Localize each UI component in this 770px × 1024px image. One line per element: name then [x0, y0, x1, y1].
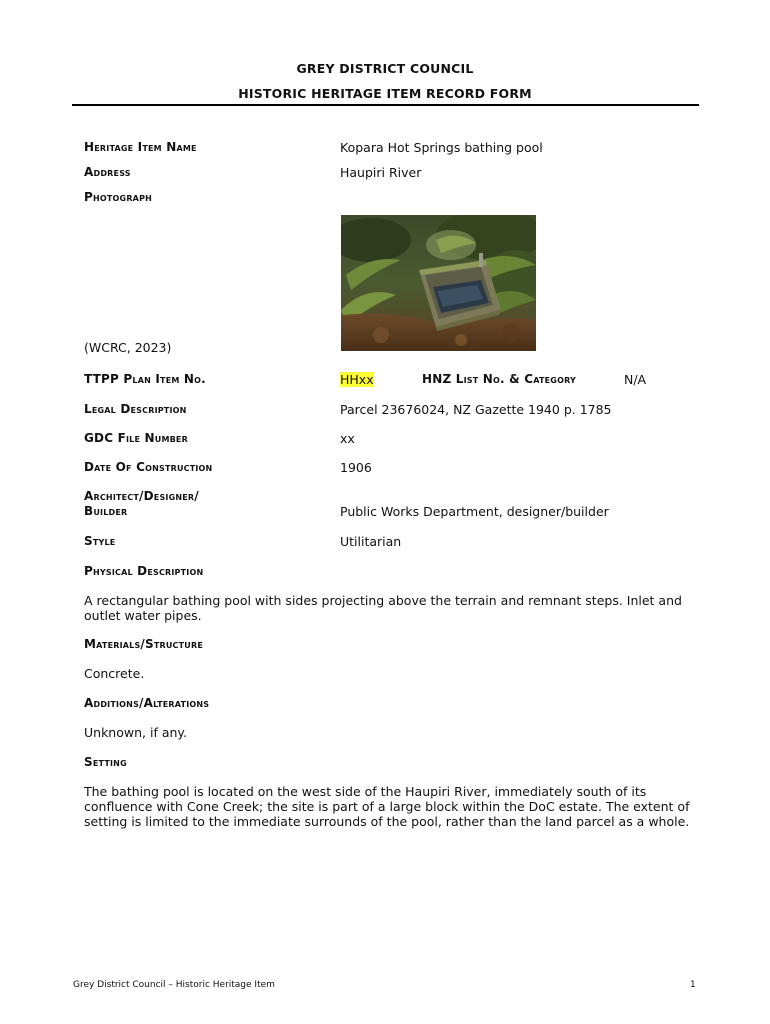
page-number: 1 [690, 980, 696, 990]
hnz-list-label: HNZ List No. & Category [422, 372, 576, 386]
date-construction-value: 1906 [340, 460, 372, 475]
style-label: Style [84, 534, 116, 548]
ttpp-plan-item-label: TTPP Plan Item No. [84, 372, 206, 386]
heritage-photograph [341, 215, 536, 351]
physical-description-text: A rectangular bathing pool with sides projecting above the terrain and remnant steps. Inlet and outlet water pipes. [84, 593, 682, 623]
physical-description-label: Physical Description [84, 564, 204, 578]
form-title: HISTORIC HERITAGE ITEM RECORD FORM [238, 86, 532, 101]
photo-credit: (WCRC, 2023) [84, 340, 172, 355]
council-heading: GREY DISTRICT COUNCIL [296, 61, 474, 76]
legal-description-value: Parcel 23676024, NZ Gazette 1940 p. 1785 [340, 402, 612, 417]
hnz-list-value: N/A [624, 372, 647, 387]
header-rule [72, 104, 699, 106]
gdc-file-label: GDC File Number [84, 431, 188, 445]
architect-label-line1: Architect/Designer/ [84, 489, 199, 503]
heritage-name-label: Heritage Item Name [84, 140, 197, 154]
address-value: Haupiri River [340, 165, 422, 180]
footer-text: Grey District Council – Historic Heritage Item [73, 980, 275, 990]
date-construction-label: Date Of Construction [84, 460, 213, 474]
materials-label: Materials/Structure [84, 637, 204, 651]
additions-text: Unknown, if any. [84, 725, 187, 740]
ttpp-plan-item-highlight: HHxx [340, 372, 374, 387]
architect-label-line2: Builder [84, 504, 128, 518]
ttpp-plan-item-value [340, 372, 374, 387]
setting-text: The bathing pool is located on the west side of the Haupiri River, immediately south of its confluence with Cone Creek; the site is part of a large block within the DoC estate. The extent of setting is limited to the immediate surrounds of the pool, rather than the land parcel as a whole. [84, 784, 690, 829]
setting-label: Setting [84, 755, 127, 769]
gdc-file-value: xx [340, 431, 355, 446]
materials-text: Concrete. [84, 666, 145, 681]
additions-label: Additions/Alterations [84, 696, 210, 710]
style-value: Utilitarian [340, 534, 402, 549]
heritage-name-value: Kopara Hot Springs bathing pool [340, 140, 543, 155]
architect-value: Public Works Department, designer/builder [340, 504, 609, 519]
legal-description-label: Legal Description [84, 402, 187, 416]
address-label: Address [84, 165, 131, 179]
photograph-label: Photograph [84, 190, 153, 204]
